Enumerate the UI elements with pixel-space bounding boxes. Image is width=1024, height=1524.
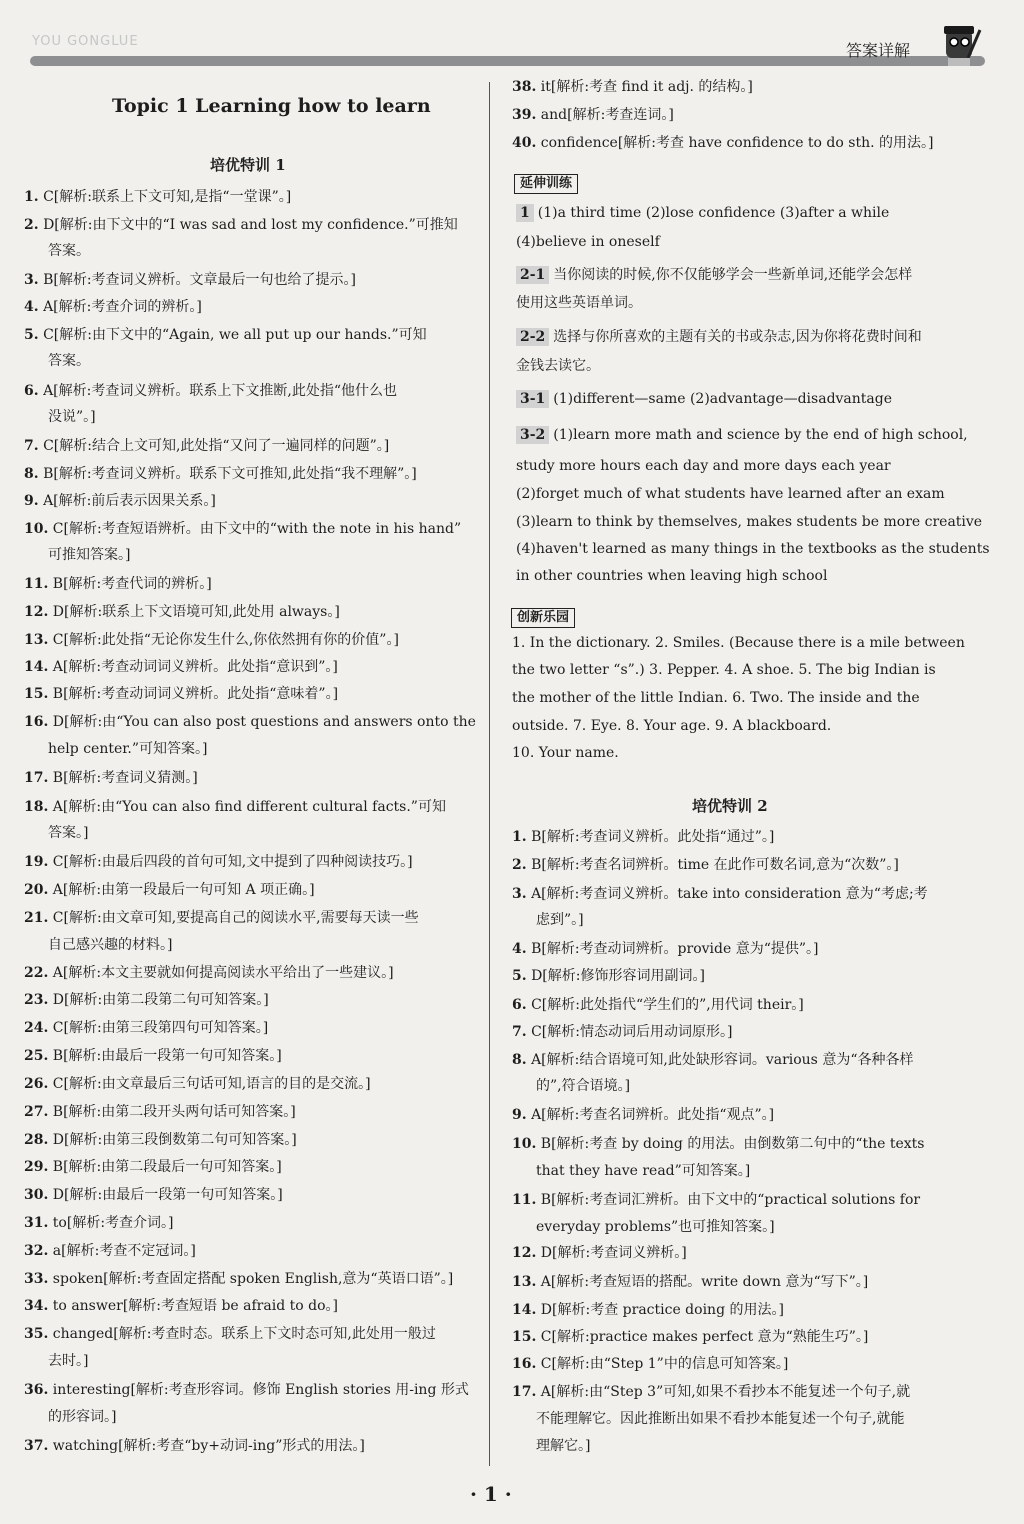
item-text: A[解析:考查动词词义辨析。此处指“意识到”。]: [48, 659, 338, 675]
item-number: 4.: [512, 941, 527, 957]
item-text: A[解析:考查短语的搭配。write down 意为“写下”。]: [536, 1274, 869, 1290]
answer-line: [512, 1023, 732, 1041]
item-text: D[解析:联系上下文语境可知,此处用 always。]: [48, 604, 340, 620]
item-text: C[解析:此处指代“学生们的”,用代词 their。]: [526, 997, 804, 1013]
extend-line: [516, 457, 891, 475]
answer-line: [24, 1075, 371, 1093]
innov-line: the mother of the little Indian. 6. Two. The inside and the: [512, 690, 920, 706]
item-text: B[解析:考查代词的辨析。]: [48, 576, 212, 592]
answer-line: [24, 1047, 282, 1065]
item-text: spoken[解析:考查固定搭配 spoken English,意为“英语口语”。]: [48, 1271, 454, 1287]
item-text: (2)forget much of what students have learned after an exam: [516, 486, 945, 502]
item-text: D[解析:由最后一段第一句可知答案。]: [48, 1187, 283, 1203]
extend-training-label: 延伸训练: [514, 174, 578, 194]
header-bar: [30, 56, 985, 66]
answer-line: [48, 1352, 88, 1370]
answer-line: [48, 1408, 116, 1426]
answer-line: [24, 769, 198, 787]
answer-line: [24, 658, 338, 676]
item-text: A[解析:前后表示因果关系。]: [38, 493, 216, 509]
item-number: 8.: [512, 1052, 527, 1068]
item-number: 16.: [512, 1356, 537, 1372]
item-text: 答案。]: [48, 825, 89, 841]
item-text: B[解析:考查词义猜测。]: [48, 770, 198, 786]
item-number: 2.: [24, 217, 39, 233]
item-text: 的”,符合语境。]: [536, 1078, 631, 1094]
item-number: 14.: [24, 659, 49, 675]
item-text: B[解析:考查词义辨析。此处指“通过”。]: [526, 829, 775, 845]
answer-line: [24, 603, 340, 621]
item-text: (4)believe in oneself: [516, 234, 660, 250]
answer-line: [24, 685, 338, 703]
answer-line: [24, 382, 397, 400]
item-number: 13.: [24, 632, 49, 648]
item-number: 20.: [24, 882, 49, 898]
answer-line: [512, 1244, 687, 1262]
section-title-2: 培优特训 2: [692, 797, 768, 815]
answer-line: [24, 631, 399, 649]
item-text: a[解析:考查不定冠词。]: [48, 1243, 196, 1259]
answer-line: [512, 885, 928, 903]
item-number: 14.: [512, 1302, 537, 1318]
item-text: D[解析:考查 practice doing 的用法。]: [536, 1302, 784, 1318]
item-text: 的形容词。]: [48, 1409, 117, 1425]
extend-line: [516, 204, 889, 222]
item-text: B[解析:考查词义辨析。联系下文可推知,此处指“我不理解”。]: [38, 466, 417, 482]
item-number: 12.: [24, 604, 49, 620]
answer-line: [24, 853, 413, 871]
answer-line: [24, 188, 291, 206]
extend-line: [516, 426, 968, 444]
item-number: 6.: [24, 383, 39, 399]
answer-line: [24, 437, 389, 455]
innovation-label: 创新乐园: [511, 608, 575, 628]
answer-line: [48, 740, 207, 758]
item-number: 11.: [24, 576, 49, 592]
item-number: 5.: [512, 968, 527, 984]
answer-line: [24, 1437, 365, 1455]
answer-line: [536, 1077, 630, 1095]
item-number: 12.: [512, 1245, 537, 1261]
extend-line: [516, 390, 892, 408]
item-tag: 3-1: [516, 390, 549, 408]
answer-line: [512, 1273, 868, 1291]
answer-line: [24, 909, 419, 927]
extend-line: [516, 357, 600, 375]
item-text: A[解析:考查词义辨析。联系上下文推断,此处指“他什么也: [38, 383, 397, 399]
item-text: C[解析:由“Step 1”中的信息可知答案。]: [536, 1356, 789, 1372]
item-number: 17.: [512, 1384, 537, 1400]
item-number: 7.: [24, 438, 39, 454]
answer-line: [24, 326, 427, 344]
answer-line: [24, 216, 458, 234]
answer-line: [536, 1437, 590, 1455]
item-number: 5.: [24, 327, 39, 343]
item-text: study more hours each day and more days each year: [516, 458, 891, 474]
answer-line: [24, 520, 461, 538]
item-number: 36.: [24, 1382, 49, 1398]
item-number: 23.: [24, 992, 49, 1008]
item-number: 40.: [512, 135, 537, 151]
item-number: 1.: [512, 829, 527, 845]
item-text: C[解析:由第三段第四句可知答案。]: [48, 1020, 269, 1036]
item-number: 29.: [24, 1159, 49, 1175]
item-text: C[解析:由文章最后三句话可知,语言的目的是交流。]: [48, 1076, 371, 1092]
item-text: 去时。]: [48, 1353, 89, 1369]
item-text: C[解析:考查短语辨析。由下文中的“with the note in his hand”: [48, 521, 462, 537]
answer-line: [24, 964, 394, 982]
item-text: that they have read”可知答案。]: [536, 1163, 751, 1179]
item-number: 35.: [24, 1326, 49, 1342]
item-number: 10.: [24, 521, 49, 537]
answer-line: [24, 991, 269, 1009]
answer-line: [512, 856, 899, 874]
item-text: C[解析:practice makes perfect 意为“熟能生巧”。]: [536, 1329, 869, 1345]
item-number: 18.: [24, 799, 49, 815]
item-text: (1)different—same (2)advantage—disadvantage: [553, 391, 893, 407]
item-text: (1)a third time (2)lose confidence (3)after a while: [537, 205, 890, 221]
innov-line: 1. In the dictionary. 2. Smiles. (Because there is a mile between: [512, 635, 965, 651]
item-text: to answer[解析:考查短语 be afraid to do。]: [48, 1298, 338, 1314]
extend-line: [516, 294, 642, 312]
item-number: 3.: [512, 886, 527, 902]
item-number: 21.: [24, 910, 49, 926]
item-number: 4.: [24, 299, 39, 315]
answer-line: [536, 1410, 904, 1428]
item-text: 答案。: [48, 243, 90, 259]
answer-line: [24, 575, 212, 593]
item-text: in other countries when leaving high school: [516, 568, 828, 584]
item-number: 28.: [24, 1132, 49, 1148]
extend-line: [516, 266, 912, 284]
item-text: B[解析:由最后一段第一句可知答案。]: [48, 1048, 282, 1064]
answer-line: [48, 352, 90, 370]
answer-line: [24, 1186, 283, 1204]
item-number: 17.: [24, 770, 49, 786]
item-number: 13.: [512, 1274, 537, 1290]
item-text: B[解析:由第二段最后一句可知答案。]: [48, 1159, 282, 1175]
item-text: D[解析:由下文中的“I was sad and lost my confidence.”可推知: [38, 217, 458, 233]
item-number: 1.: [24, 189, 39, 205]
topic-title: Topic 1 Learning how to learn: [112, 95, 431, 117]
innov-line: 10. Your name.: [512, 745, 619, 761]
answer-line: [24, 1019, 268, 1037]
innov-line: the two letter “s”.) 3. Pepper. 4. A shoe. 5. The big Indian is: [512, 662, 936, 678]
item-number: 24.: [24, 1020, 49, 1036]
header-title: 答案详解: [846, 41, 911, 60]
item-number: 11.: [512, 1192, 537, 1208]
answer-line: [24, 1158, 282, 1176]
brand-watermark: YOU GONGLUE: [32, 34, 139, 49]
item-number: 7.: [512, 1024, 527, 1040]
answer-line: [512, 106, 674, 124]
answer-line: [48, 936, 172, 954]
item-number: 33.: [24, 1271, 49, 1287]
item-text: A[解析:由第一段最后一句可知 A 项正确。]: [48, 882, 315, 898]
item-text: A[解析:考查介词的辨析。]: [38, 299, 202, 315]
answer-line: [512, 1328, 868, 1346]
answer-line: [24, 1103, 296, 1121]
item-number: 39.: [512, 107, 537, 123]
item-text: everyday problems”也可推知答案。]: [536, 1219, 775, 1235]
answer-line: [512, 78, 753, 96]
answer-line: [24, 713, 476, 731]
item-text: C[解析:情态动词后用动词原形。]: [526, 1024, 733, 1040]
item-number: 6.: [512, 997, 527, 1013]
answer-line: [512, 1051, 913, 1069]
answer-line: [24, 1131, 297, 1149]
item-number: 15.: [512, 1329, 537, 1345]
item-text: 自己感兴趣的材料。]: [48, 937, 173, 953]
item-text: 答案。: [48, 353, 90, 369]
item-text: B[解析:考查名词辨析。time 在此作可数名词,意为“次数”。]: [526, 857, 899, 873]
item-text: 理解它。]: [536, 1438, 591, 1454]
extend-line: [516, 567, 827, 585]
answer-line: [24, 298, 202, 316]
item-text: 没说”。]: [48, 409, 96, 425]
answer-line: [24, 1214, 174, 1232]
item-tag: 2-2: [516, 328, 549, 346]
extend-line: [516, 485, 945, 503]
item-text: C[解析:联系上下文可知,是指“一堂课”。]: [38, 189, 292, 205]
item-number: 22.: [24, 965, 49, 981]
item-text: B[解析:考查动词词义辨析。此处指“意味着”。]: [48, 686, 339, 702]
answer-line: [536, 1218, 775, 1236]
item-text: D[解析:由第三段倒数第二句可知答案。]: [48, 1132, 297, 1148]
extend-line: [516, 540, 990, 558]
item-text: B[解析:由第二段开头两句话可知答案。]: [48, 1104, 296, 1120]
item-number: 37.: [24, 1438, 49, 1454]
answer-line: [512, 1383, 910, 1401]
item-text: watching[解析:考查“by+动词-ing”形式的用法。]: [48, 1438, 365, 1454]
answer-line: [24, 1242, 196, 1260]
section-title-1: 培优特训 1: [210, 156, 286, 174]
item-tag: 2-1: [516, 266, 549, 284]
item-text: D[解析:由“You can also post questions and answers onto the: [48, 714, 476, 730]
item-text: it[解析:考查 find it adj. 的结构。]: [536, 79, 753, 95]
item-text: C[解析:此处指“无论你发生什么,你依然拥有你的价值”。]: [48, 632, 399, 648]
item-text: and[解析:考查连词。]: [536, 107, 674, 123]
item-number: 15.: [24, 686, 49, 702]
extend-line: [516, 328, 922, 346]
answer-line: [48, 242, 90, 260]
answer-line: [536, 1162, 750, 1180]
item-number: 10.: [512, 1136, 537, 1152]
item-number: 27.: [24, 1104, 49, 1120]
item-text: A[解析:由“You can also find different cultural facts.”可知: [48, 799, 446, 815]
item-text: 使用这些英语单词。: [516, 295, 642, 311]
answer-line: [48, 408, 96, 426]
answer-line: [24, 465, 417, 483]
item-text: 可推知答案。]: [48, 547, 131, 563]
item-number: 34.: [24, 1298, 49, 1314]
item-tag: 1: [516, 204, 534, 222]
item-text: (1)learn more math and science by the end of high school,: [553, 427, 968, 443]
answer-line: [24, 271, 356, 289]
item-tag: 3-2: [516, 426, 549, 444]
item-number: 32.: [24, 1243, 49, 1259]
item-text: A[解析:考查词义辨析。take into consideration 意为“考虑;考: [526, 886, 928, 902]
item-number: 8.: [24, 466, 39, 482]
item-text: B[解析:考查 by doing 的用法。由倒数第二句中的“the texts: [536, 1136, 925, 1152]
item-text: changed[解析:考查时态。联系上下文时态可知,此处用一般过: [48, 1326, 436, 1342]
item-text: D[解析:考查词义辨析。]: [536, 1245, 687, 1261]
item-text: C[解析:由下文中的“Again, we all put up our hands.”可知: [38, 327, 427, 343]
item-text: D[解析:由第二段第二句可知答案。]: [48, 992, 269, 1008]
item-number: 19.: [24, 854, 49, 870]
answer-line: [512, 1301, 784, 1319]
extend-line: [516, 513, 982, 531]
item-text: to[解析:考查介词。]: [48, 1215, 174, 1231]
item-text: C[解析:结合上文可知,此处指“又问了一遍同样的问题”。]: [38, 438, 390, 454]
item-text: help center.”可知答案。]: [48, 741, 208, 757]
item-number: 38.: [512, 79, 537, 95]
answer-line: [512, 828, 774, 846]
item-text: A[解析:由“Step 3”可知,如果不看抄本不能复述一个句子,就: [536, 1384, 911, 1400]
answer-line: [24, 492, 216, 510]
answer-line: [512, 134, 933, 152]
item-number: 30.: [24, 1187, 49, 1203]
item-text: B[解析:考查动词辨析。provide 意为“提供”。]: [526, 941, 819, 957]
answer-line: [512, 967, 705, 985]
item-text: interesting[解析:考查形容词。修饰 English stories 用-ing 形式: [48, 1382, 469, 1398]
item-text: C[解析:由文章可知,要提高自己的阅读水平,需要每天读一些: [48, 910, 419, 926]
item-text: 选择与你所喜欢的主题有关的书或杂志,因为你将花费时间和: [553, 329, 922, 345]
answer-line: [512, 996, 804, 1014]
item-number: 25.: [24, 1048, 49, 1064]
answer-line: [24, 798, 446, 816]
answer-line: [48, 824, 88, 842]
item-text: (3)learn to think by themselves, makes students be more creative: [516, 514, 983, 530]
item-text: (4)haven't learned as many things in the textbooks as the students: [516, 541, 990, 557]
column-divider: [489, 82, 490, 1466]
item-text: 当你阅读的时候,你不仅能够学会一些新单词,还能学会怎样: [553, 267, 913, 283]
item-text: A[解析:考查名词辨析。此处指“观点”。]: [526, 1107, 775, 1123]
answer-line: [24, 1381, 469, 1399]
item-number: 3.: [24, 272, 39, 288]
answer-line: [512, 1135, 925, 1153]
item-number: 2.: [512, 857, 527, 873]
extend-line: [516, 233, 660, 251]
item-text: C[解析:由最后四段的首句可知,文中提到了四种阅读技巧。]: [48, 854, 413, 870]
item-text: B[解析:考查词义辨析。文章最后一句也给了提示。]: [38, 272, 357, 288]
item-number: 9.: [512, 1107, 527, 1123]
answer-line: [512, 1191, 920, 1209]
item-text: B[解析:考查词汇辨析。由下文中的“practical solutions for: [536, 1192, 921, 1208]
answer-line: [24, 1270, 453, 1288]
item-text: 不能理解它。因此推断出如果不看抄本能复述一个句子,就能: [536, 1411, 905, 1427]
answer-line: [512, 1355, 788, 1373]
answer-line: [24, 1325, 436, 1343]
item-number: 16.: [24, 714, 49, 730]
page-number: · 1 ·: [470, 1482, 512, 1506]
answer-line: [24, 881, 315, 899]
answer-line: [512, 940, 819, 958]
item-text: 虑到”。]: [536, 912, 584, 928]
item-text: confidence[解析:考查 have confidence to do sth. 的用法。]: [536, 135, 934, 151]
item-text: 金钱去读它。: [516, 358, 600, 374]
item-text: D[解析:修饰形容词用副词。]: [526, 968, 705, 984]
item-text: A[解析:结合语境可知,此处缺形容词。various 意为“各种各样: [526, 1052, 914, 1068]
answer-line: [536, 911, 584, 929]
answer-line: [24, 1297, 338, 1315]
answer-line: [48, 546, 130, 564]
item-number: 9.: [24, 493, 39, 509]
mascot-icon: [938, 20, 982, 66]
item-text: A[解析:本文主要就如何提高阅读水平给出了一些建议。]: [48, 965, 394, 981]
answer-line: [512, 1106, 774, 1124]
item-number: 31.: [24, 1215, 49, 1231]
item-number: 26.: [24, 1076, 49, 1092]
innov-line: outside. 7. Eye. 8. Your age. 9. A blackboard.: [512, 718, 832, 734]
